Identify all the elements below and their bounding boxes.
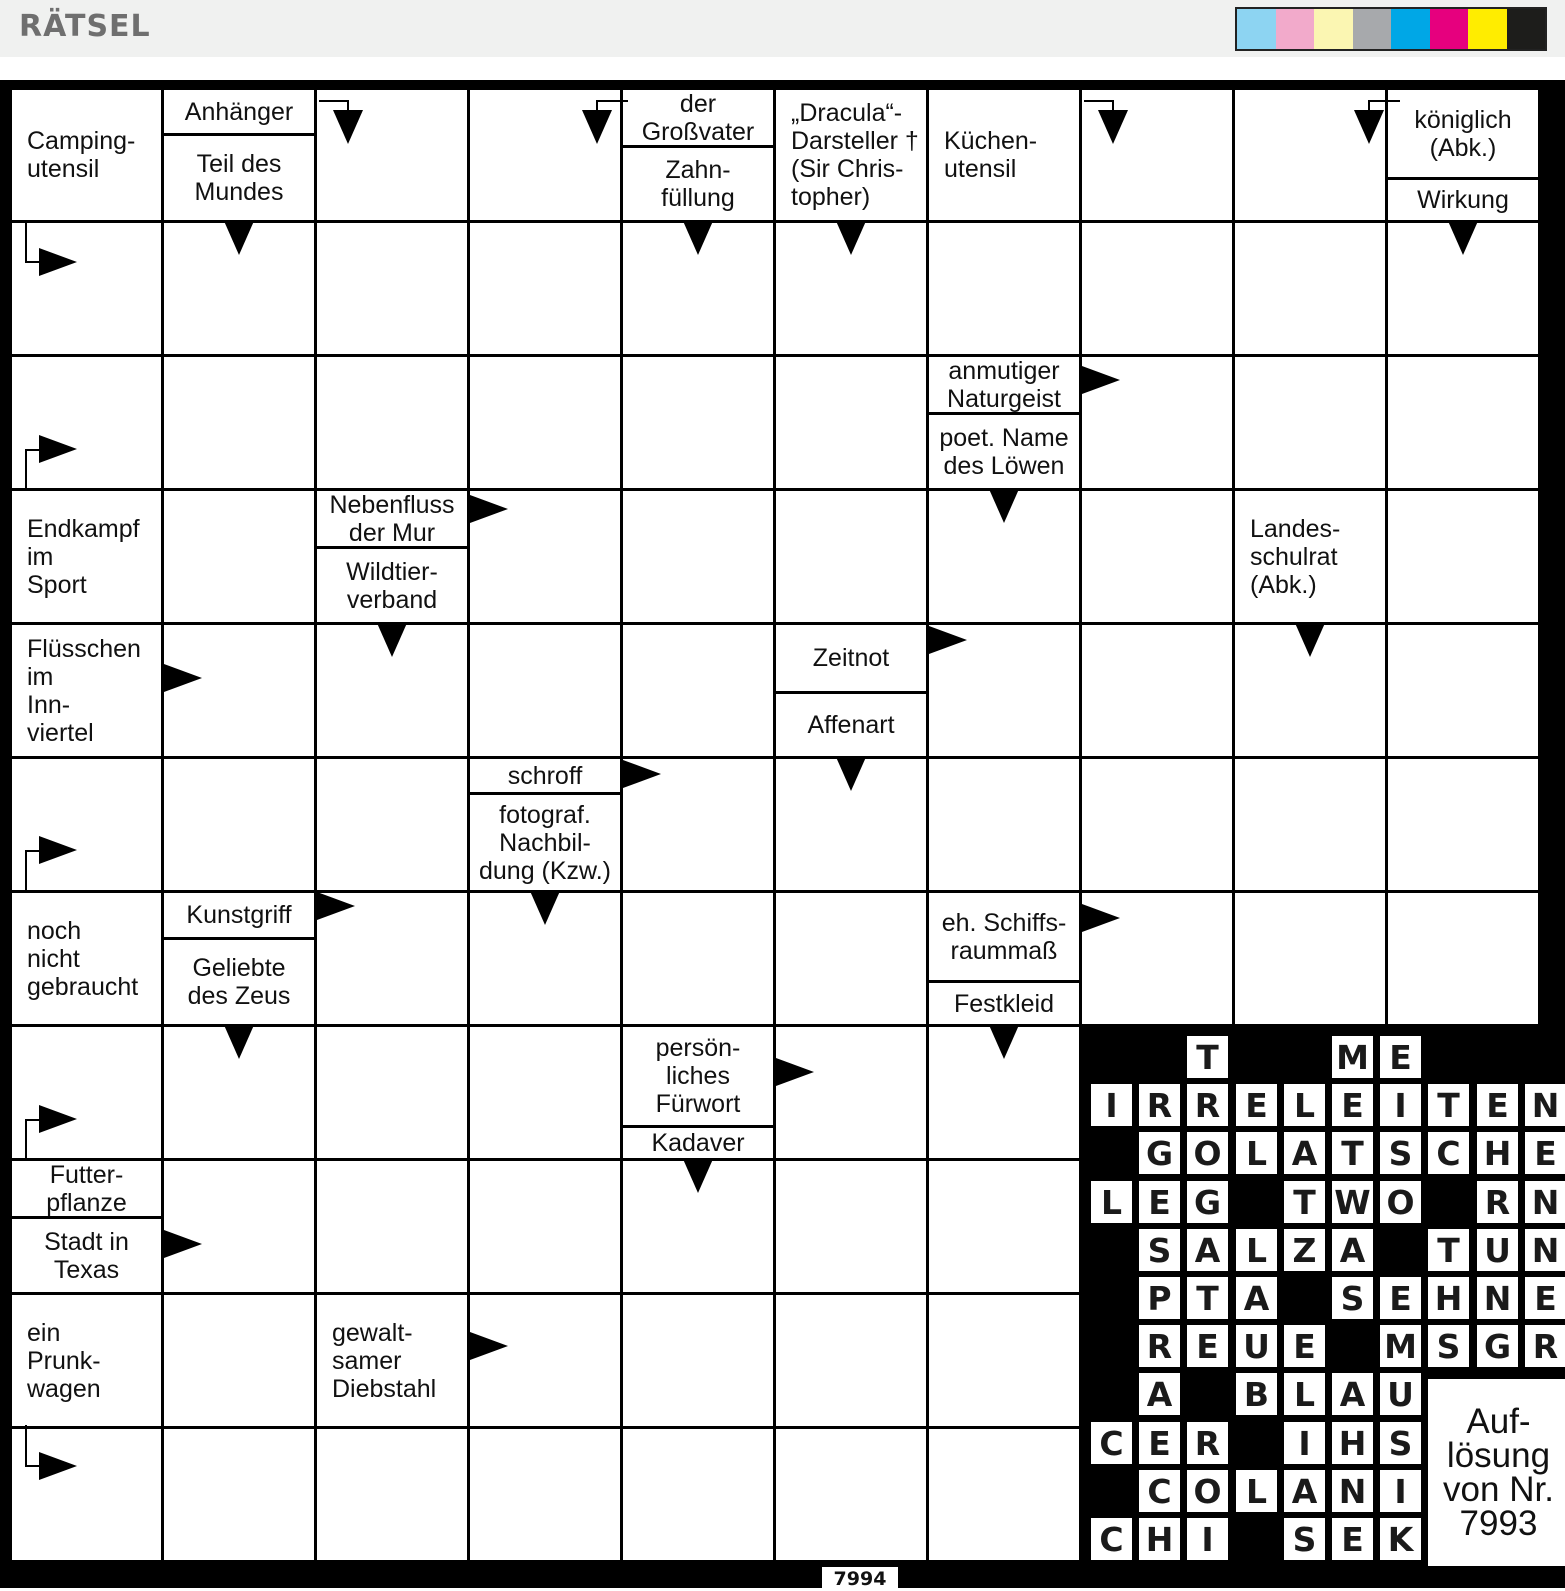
color-swatch bbox=[1353, 9, 1392, 49]
solution-letter: N bbox=[1525, 1229, 1565, 1271]
answer-cell[interactable] bbox=[470, 1429, 620, 1560]
answer-cell[interactable] bbox=[12, 1027, 161, 1158]
solution-letter: L bbox=[1236, 1132, 1277, 1174]
answer-cell[interactable] bbox=[1235, 893, 1385, 1024]
clue-text: Küchen- utensil bbox=[944, 127, 1038, 183]
clue-text: Zeitnot bbox=[812, 644, 890, 672]
solution-letter: I bbox=[1091, 1084, 1132, 1126]
answer-cell[interactable] bbox=[12, 759, 161, 890]
solution-letter: C bbox=[1091, 1422, 1132, 1464]
clue-text: „Dracula“- Darsteller † (Sir Chris- topher) bbox=[791, 99, 919, 211]
arrow-down-icon bbox=[1295, 623, 1325, 657]
solution-letter: N bbox=[1332, 1470, 1373, 1512]
answer-cell[interactable] bbox=[776, 357, 926, 488]
answer-cell[interactable] bbox=[317, 357, 467, 488]
solution-letter: H bbox=[1477, 1132, 1518, 1174]
answer-cell[interactable] bbox=[776, 1295, 926, 1426]
color-calibration-strip bbox=[1237, 9, 1545, 49]
arrow-down-icon bbox=[224, 221, 254, 255]
clue-text: fotograf. Nachbil- dung (Kzw.) bbox=[478, 800, 611, 885]
clue-text: Wirkung bbox=[1417, 186, 1509, 214]
solution-letter: B bbox=[1236, 1373, 1277, 1415]
solution-letter: H bbox=[1332, 1422, 1373, 1464]
solution-letter: G bbox=[1187, 1181, 1228, 1223]
solution-letter: T bbox=[1332, 1132, 1373, 1174]
color-swatch bbox=[1468, 9, 1507, 49]
clue-cell bbox=[12, 625, 161, 756]
answer-cell[interactable] bbox=[929, 759, 1079, 890]
clue-text: Flüsschen im Inn- viertel bbox=[27, 634, 141, 747]
answer-cell[interactable] bbox=[470, 1295, 620, 1426]
clue-text: Nebenfluss der Mur bbox=[329, 490, 455, 547]
clue-cell bbox=[470, 759, 620, 890]
answer-cell[interactable] bbox=[164, 759, 314, 890]
answer-cell[interactable] bbox=[12, 357, 161, 488]
answer-cell[interactable] bbox=[317, 1027, 467, 1158]
arrow-down-icon bbox=[989, 1025, 1019, 1059]
answer-cell[interactable] bbox=[470, 357, 620, 488]
clue-cell bbox=[12, 90, 161, 220]
solution-letter: S bbox=[1428, 1325, 1469, 1367]
arrow-right-icon bbox=[623, 760, 661, 788]
clue-cell bbox=[12, 1161, 161, 1292]
answer-cell[interactable] bbox=[12, 223, 161, 354]
solution-letter: Z bbox=[1284, 1229, 1325, 1271]
answer-cell[interactable] bbox=[623, 893, 773, 1024]
answer-cell[interactable] bbox=[164, 1295, 314, 1426]
arrow-right-icon bbox=[164, 664, 202, 692]
solution-letter: S bbox=[1332, 1277, 1373, 1319]
solution-letter: L bbox=[1236, 1470, 1277, 1512]
solution-note bbox=[1428, 1379, 1565, 1566]
answer-cell[interactable] bbox=[1388, 759, 1538, 890]
solution-letter: T bbox=[1187, 1277, 1228, 1319]
answer-cell[interactable] bbox=[164, 1161, 314, 1292]
answer-cell[interactable] bbox=[623, 1429, 773, 1560]
arrow-down-icon bbox=[530, 891, 560, 925]
color-swatch bbox=[1237, 9, 1276, 49]
solution-label: Auf- lösung von Nr. 7993 bbox=[1443, 1401, 1554, 1543]
clue-text: Futter- pflanze bbox=[46, 1160, 127, 1217]
solution-letter: S bbox=[1284, 1518, 1325, 1560]
answer-cell[interactable] bbox=[1388, 625, 1538, 756]
solution-letter: T bbox=[1428, 1084, 1469, 1126]
solution-letter: L bbox=[1284, 1084, 1325, 1126]
answer-cell[interactable] bbox=[623, 491, 773, 622]
solution-letter: W bbox=[1332, 1181, 1373, 1223]
solution-letter: T bbox=[1187, 1036, 1228, 1078]
solution-letter: H bbox=[1139, 1518, 1180, 1560]
clue-text: ein Prunk- wagen bbox=[27, 1318, 101, 1403]
solution-letter: E bbox=[1139, 1422, 1180, 1464]
page-title: RÄTSEL bbox=[19, 9, 151, 44]
clue-cell bbox=[929, 357, 1079, 488]
solution-letter: L bbox=[1284, 1373, 1325, 1415]
solution-letter: H bbox=[1428, 1277, 1469, 1319]
solution-letter: C bbox=[1139, 1470, 1180, 1512]
clue-text: anmutiger Naturgeist bbox=[947, 356, 1061, 413]
answer-cell[interactable] bbox=[1388, 893, 1538, 1024]
solution-letter: O bbox=[1380, 1181, 1421, 1223]
arrow-down-icon bbox=[683, 221, 713, 255]
color-swatch bbox=[1314, 9, 1353, 49]
solution-letter: A bbox=[1332, 1229, 1373, 1271]
clue-cell bbox=[164, 893, 314, 1024]
arrow-down-icon bbox=[836, 221, 866, 255]
answer-cell[interactable] bbox=[470, 625, 620, 756]
solution-letter: E bbox=[1525, 1132, 1565, 1174]
solution-letter: G bbox=[1477, 1325, 1518, 1367]
arrow-right-icon bbox=[470, 495, 508, 523]
clue-cell bbox=[776, 90, 926, 220]
clue-text: Teil des Mundes bbox=[194, 150, 284, 206]
answer-cell[interactable] bbox=[929, 1295, 1079, 1426]
solution-letter: A bbox=[1139, 1373, 1180, 1415]
solution-letter: E bbox=[1236, 1084, 1277, 1126]
arrow-right-icon bbox=[317, 892, 355, 920]
clue-cell bbox=[12, 1295, 161, 1426]
arrow-down-icon bbox=[989, 489, 1019, 523]
clue-cell bbox=[1235, 491, 1385, 622]
solution-letter: R bbox=[1477, 1181, 1518, 1223]
clue-cell bbox=[12, 491, 161, 622]
clue-text: persön- liches Fürwort bbox=[655, 1034, 741, 1118]
clue-cell bbox=[164, 90, 314, 220]
answer-cell[interactable] bbox=[317, 759, 467, 890]
solution-letter: E bbox=[1477, 1084, 1518, 1126]
solution-letter: N bbox=[1525, 1084, 1565, 1126]
solution-letter: T bbox=[1428, 1229, 1469, 1271]
solution-letter: O bbox=[1187, 1470, 1228, 1512]
clue-cell bbox=[1388, 90, 1538, 220]
answer-cell[interactable] bbox=[1235, 223, 1385, 354]
arrow-right-icon bbox=[1082, 904, 1120, 932]
answer-cell[interactable] bbox=[776, 491, 926, 622]
solution-letter: R bbox=[1525, 1325, 1565, 1367]
clue-text: Anhänger bbox=[184, 97, 294, 126]
answer-cell[interactable] bbox=[929, 1161, 1079, 1292]
clue-text: noch nicht gebraucht bbox=[27, 916, 139, 1001]
answer-cell[interactable] bbox=[470, 1161, 620, 1292]
answer-cell[interactable] bbox=[1388, 357, 1538, 488]
solution-letter: S bbox=[1380, 1132, 1421, 1174]
clue-text: poet. Name des Löwen bbox=[939, 423, 1069, 480]
clue-text: Geliebte des Zeus bbox=[187, 954, 291, 1010]
clue-text: Stadt in Texas bbox=[44, 1227, 129, 1284]
clue-text: Festkleid bbox=[953, 989, 1055, 1018]
arrow-down-icon bbox=[683, 1159, 713, 1193]
solution-letter: I bbox=[1284, 1422, 1325, 1464]
solution-letter: A bbox=[1332, 1373, 1373, 1415]
solution-letter: U bbox=[1236, 1325, 1277, 1367]
arrow-right-icon bbox=[470, 1332, 508, 1360]
clue-text: der Großvater bbox=[641, 89, 755, 146]
clue-text: eh. Schiffs- raummaß bbox=[941, 908, 1067, 965]
solution-letter: C bbox=[1091, 1518, 1132, 1560]
solution-letter: A bbox=[1284, 1470, 1325, 1512]
answer-cell[interactable] bbox=[623, 357, 773, 488]
clue-cell bbox=[317, 491, 467, 622]
clue-text: schroff bbox=[507, 761, 583, 790]
puzzle-number: 7994 bbox=[822, 1567, 898, 1588]
solution-letter: O bbox=[1187, 1132, 1228, 1174]
answer-cell[interactable] bbox=[1388, 491, 1538, 622]
solution-letter: E bbox=[1332, 1084, 1373, 1126]
solution-letter: E bbox=[1332, 1518, 1373, 1560]
answer-cell[interactable] bbox=[1235, 357, 1385, 488]
solution-letter: L bbox=[1236, 1229, 1277, 1271]
solution-letter: A bbox=[1187, 1229, 1228, 1271]
clue-cell bbox=[776, 625, 926, 756]
arrow-right-icon bbox=[929, 626, 967, 654]
arrow-down-icon bbox=[1448, 221, 1478, 255]
solution-letter: E bbox=[1187, 1325, 1228, 1367]
solution-letter: I bbox=[1380, 1084, 1421, 1126]
answer-cell[interactable] bbox=[623, 625, 773, 756]
clue-text: gewalt- samer Diebstahl bbox=[332, 1318, 437, 1403]
solution-letter: N bbox=[1525, 1181, 1565, 1223]
answer-cell[interactable] bbox=[12, 1429, 161, 1560]
clue-text: Wildtier- verband bbox=[346, 557, 438, 614]
arrow-down-icon bbox=[224, 1025, 254, 1059]
header-bar bbox=[0, 0, 1565, 57]
arrow-down-icon bbox=[377, 623, 407, 657]
answer-cell[interactable] bbox=[929, 1429, 1079, 1560]
solution-letter: U bbox=[1380, 1373, 1421, 1415]
arrow-right-icon bbox=[164, 1230, 202, 1258]
solution-letter: E bbox=[1525, 1277, 1565, 1319]
solution-letter: E bbox=[1139, 1181, 1180, 1223]
answer-cell[interactable] bbox=[1082, 491, 1232, 622]
clue-text: königlich (Abk.) bbox=[1414, 105, 1512, 162]
solution-letter: R bbox=[1187, 1084, 1228, 1126]
arrow-down-icon bbox=[836, 757, 866, 791]
clue-text: Camping- utensil bbox=[27, 127, 136, 183]
solution-letter: E bbox=[1284, 1325, 1325, 1367]
clue-cell bbox=[623, 90, 773, 220]
color-swatch bbox=[1507, 9, 1546, 49]
solution-letter: I bbox=[1187, 1518, 1228, 1560]
solution-letter: N bbox=[1477, 1277, 1518, 1319]
clue-text: Kadaver bbox=[651, 1129, 745, 1157]
answer-cell[interactable] bbox=[776, 1161, 926, 1292]
solution-letter: M bbox=[1332, 1036, 1373, 1078]
arrow-right-icon bbox=[776, 1058, 814, 1086]
arrow-right-icon bbox=[1082, 366, 1120, 394]
clue-text: Affenart bbox=[807, 711, 895, 739]
solution-letter: P bbox=[1139, 1277, 1180, 1319]
answer-cell[interactable] bbox=[776, 1429, 926, 1560]
solution-letter: M bbox=[1380, 1325, 1421, 1367]
answer-cell[interactable] bbox=[470, 1027, 620, 1158]
solution-letter: A bbox=[1236, 1277, 1277, 1319]
solution-letter: I bbox=[1380, 1470, 1421, 1512]
solution-letter: S bbox=[1139, 1229, 1180, 1271]
solution-letter: U bbox=[1477, 1229, 1518, 1271]
previous-solution bbox=[1079, 1024, 1565, 1588]
color-swatch bbox=[1430, 9, 1469, 49]
solution-letter: K bbox=[1380, 1518, 1421, 1560]
solution-letter: C bbox=[1428, 1132, 1469, 1174]
answer-cell[interactable] bbox=[164, 491, 314, 622]
answer-cell[interactable] bbox=[929, 223, 1079, 354]
solution-letter: G bbox=[1139, 1132, 1180, 1174]
solution-letter: R bbox=[1187, 1422, 1228, 1464]
clue-cell bbox=[317, 1295, 467, 1426]
color-swatch bbox=[1391, 9, 1430, 49]
clue-text: Kunstgriff bbox=[186, 901, 292, 929]
answer-cell[interactable] bbox=[1082, 759, 1232, 890]
crossword-puzzle bbox=[0, 80, 1565, 1588]
solution-letter: L bbox=[1091, 1181, 1132, 1223]
clue-text: Landes- schulrat (Abk.) bbox=[1250, 514, 1341, 599]
clue-text: Endkampf im Sport bbox=[27, 514, 140, 599]
clue-cell bbox=[623, 1027, 773, 1158]
answer-cell[interactable] bbox=[317, 1161, 467, 1292]
solution-letter: E bbox=[1380, 1277, 1421, 1319]
solution-letter: R bbox=[1139, 1084, 1180, 1126]
clue-cell bbox=[12, 893, 161, 1024]
solution-letter: T bbox=[1284, 1181, 1325, 1223]
clue-cell bbox=[929, 893, 1079, 1024]
answer-cell[interactable] bbox=[317, 223, 467, 354]
answer-cell[interactable] bbox=[1235, 759, 1385, 890]
answer-cell[interactable] bbox=[776, 1027, 926, 1158]
solution-letter: R bbox=[1139, 1325, 1180, 1367]
solution-letter: S bbox=[1380, 1422, 1421, 1464]
clue-cell bbox=[929, 90, 1079, 220]
solution-letter: A bbox=[1284, 1132, 1325, 1174]
answer-cell[interactable] bbox=[776, 893, 926, 1024]
answer-cell[interactable] bbox=[317, 1429, 467, 1560]
clue-text: Zahn- füllung bbox=[661, 156, 735, 212]
answer-cell[interactable] bbox=[164, 1429, 314, 1560]
color-swatch bbox=[1276, 9, 1315, 49]
solution-letter: E bbox=[1380, 1036, 1421, 1078]
answer-cell[interactable] bbox=[470, 223, 620, 354]
answer-cell[interactable] bbox=[1082, 625, 1232, 756]
answer-cell[interactable] bbox=[1082, 223, 1232, 354]
answer-cell[interactable] bbox=[623, 1295, 773, 1426]
answer-cell[interactable] bbox=[164, 357, 314, 488]
